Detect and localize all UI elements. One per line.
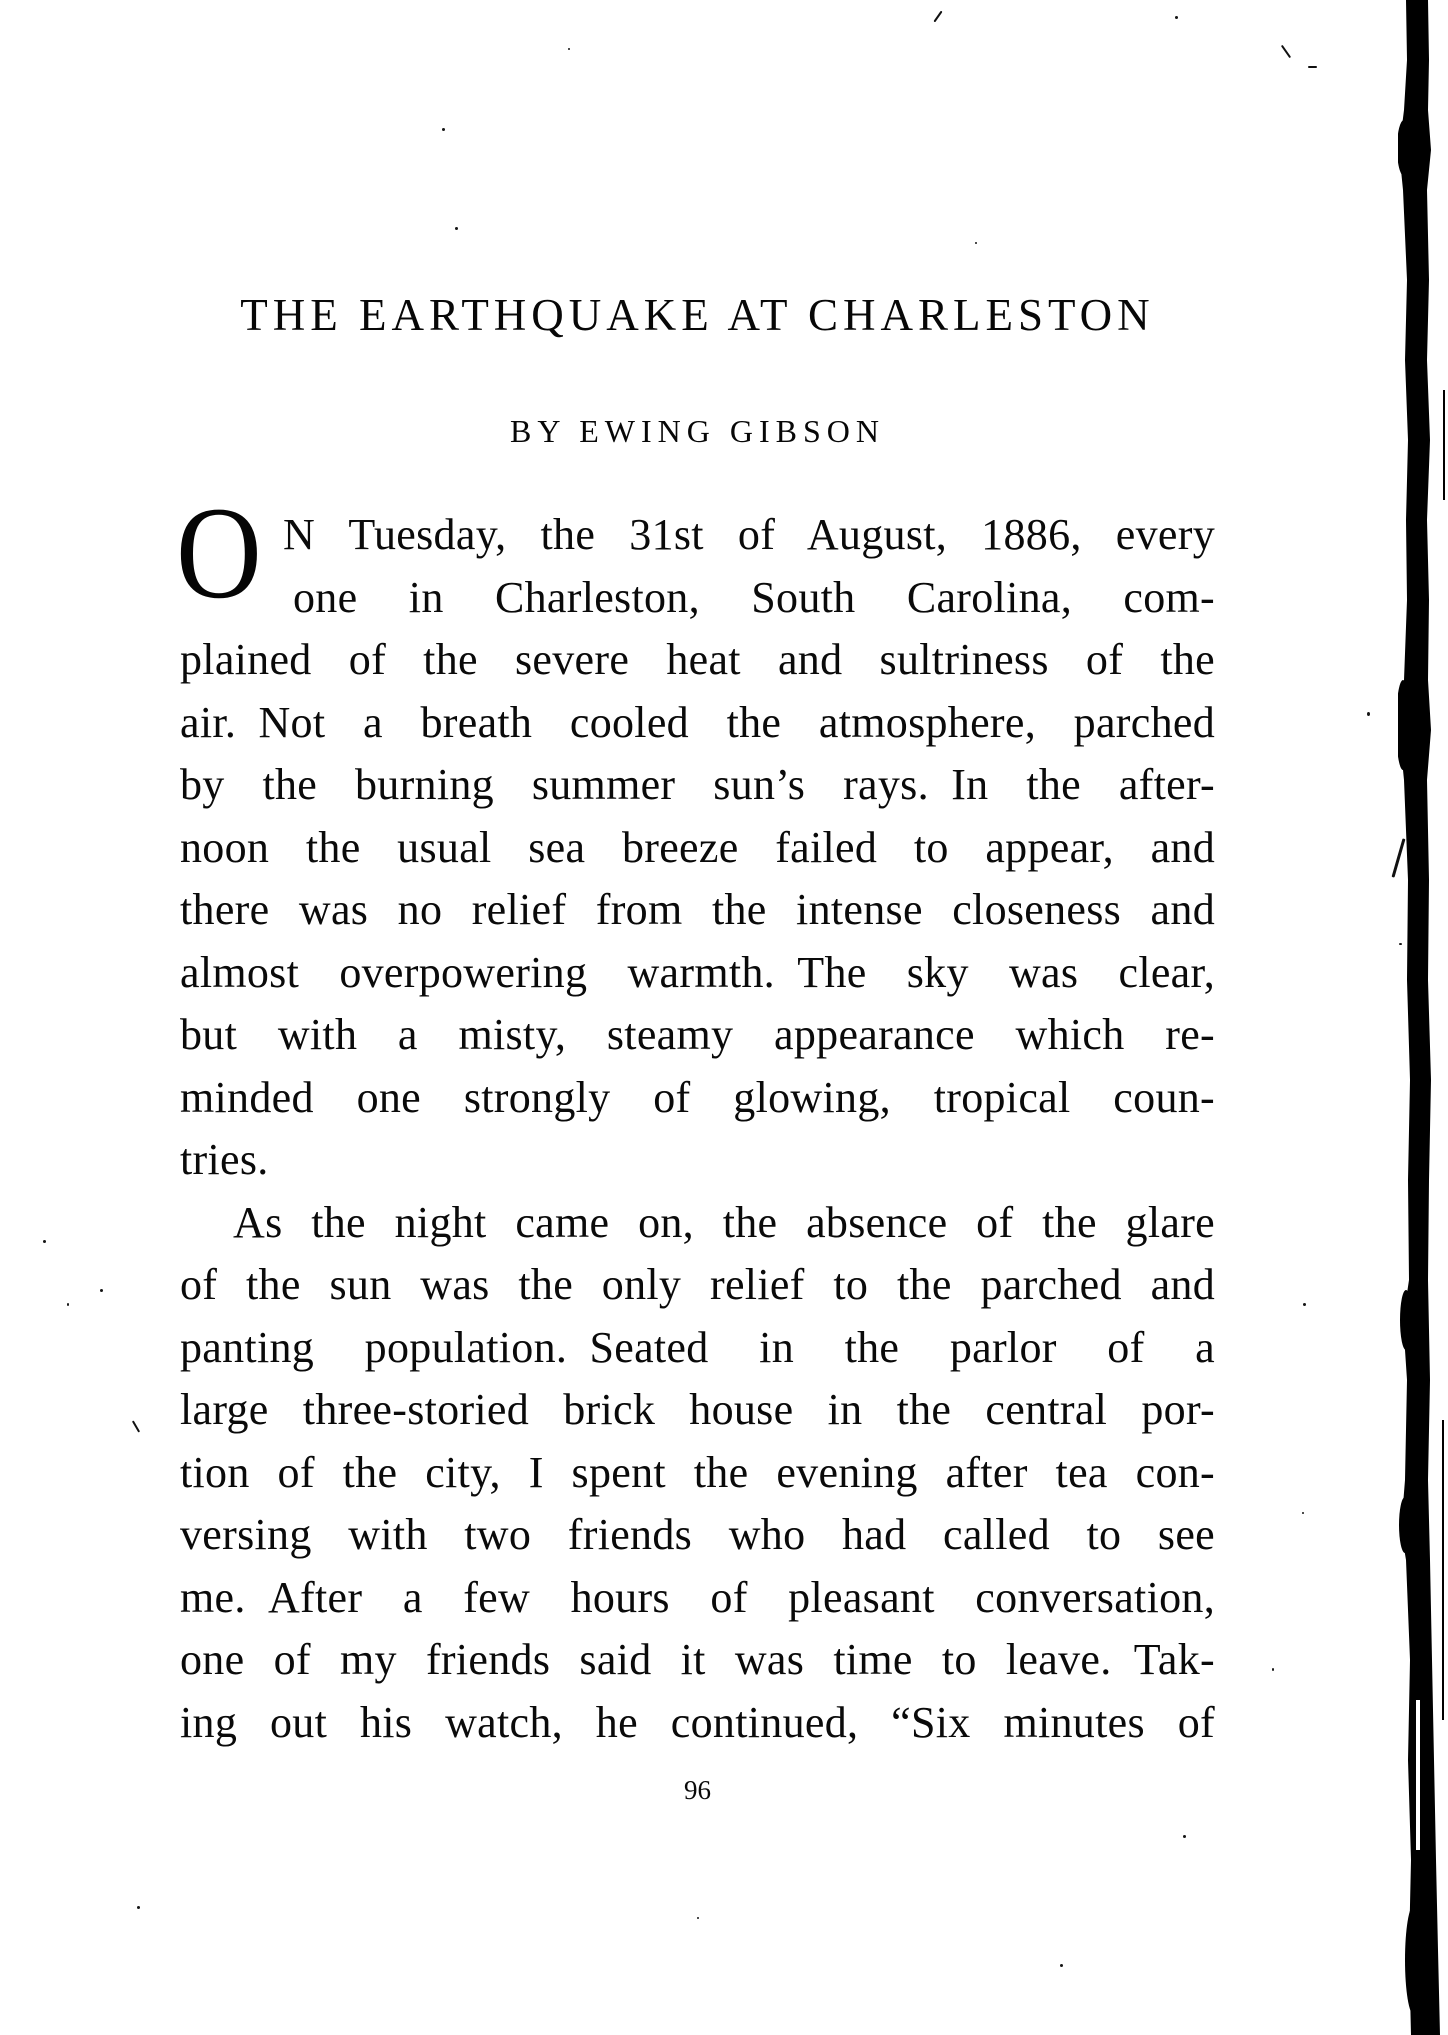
text-line: there was no relief from the intense closeness and bbox=[180, 885, 1215, 934]
text-line: me. After a few hours of pleasant conversation, bbox=[180, 1572, 1215, 1622]
scan-speck bbox=[1272, 1668, 1274, 1671]
scan-speck bbox=[1303, 1303, 1306, 1306]
text-line: N Tuesday, the 31st of August, 1886, every bbox=[283, 510, 1215, 559]
text-line: tries. bbox=[180, 1135, 269, 1184]
scan-speck bbox=[1060, 1964, 1063, 1967]
scan-speck bbox=[933, 11, 942, 23]
text-line: ing out his watch, he continued, “Six minutes of bbox=[180, 1697, 1215, 1747]
text-line: panting population. Seated in the parlor of a bbox=[180, 1322, 1215, 1372]
body-text bbox=[176, 479, 1215, 1754]
text-line: tion of the city, I spent the evening after tea con- bbox=[180, 1447, 1215, 1497]
scan-speck bbox=[568, 48, 570, 50]
scan-speck bbox=[1281, 45, 1291, 58]
scan-speck bbox=[697, 1917, 699, 1919]
scan-speck bbox=[132, 1420, 140, 1432]
byline: BY EWING GIBSON bbox=[509, 413, 885, 449]
scan-speck bbox=[1308, 66, 1317, 68]
scan-speck bbox=[100, 1289, 103, 1292]
text-line: almost overpowering warmth. The sky was clear, bbox=[180, 947, 1215, 997]
scan-speck bbox=[975, 242, 977, 244]
scan-speck bbox=[1183, 1835, 1186, 1838]
paragraph bbox=[180, 504, 1215, 1192]
scan-speck bbox=[1302, 1512, 1304, 1514]
scan-speck bbox=[137, 1906, 140, 1909]
text-line: As the night came on, the absence of the glare bbox=[233, 1197, 1215, 1247]
scan-speck bbox=[1367, 712, 1370, 716]
scan-speck bbox=[43, 1240, 46, 1243]
paragraph bbox=[180, 1192, 1215, 1755]
text-line: large three-storied brick house in the central por- bbox=[180, 1385, 1215, 1434]
scan-speck bbox=[455, 227, 458, 230]
text-line: minded one strongly of glowing, tropical coun- bbox=[180, 1072, 1215, 1122]
text-line: but with a misty, steamy appearance which re- bbox=[180, 1010, 1215, 1059]
text-line: noon the usual sea breeze failed to appear, and bbox=[180, 822, 1215, 872]
text-line: by the burning summer sun’s rays. In the after- bbox=[180, 760, 1215, 809]
page-number: 96 bbox=[684, 1775, 711, 1805]
text-line: versing with two friends who had called to see bbox=[180, 1510, 1215, 1559]
scan-speck bbox=[442, 128, 445, 131]
scan-speck bbox=[1175, 16, 1178, 19]
text-line: air. Not a breath cooled the atmosphere, parched bbox=[180, 697, 1215, 747]
text-line: one of my friends said it was time to leave. Tak- bbox=[180, 1635, 1215, 1684]
text-line: plained of the severe heat and sultriness of the bbox=[180, 635, 1215, 684]
scan-speck bbox=[67, 1303, 69, 1306]
page-title: THE EARTHQUAKE AT CHARLESTON bbox=[240, 290, 1155, 340]
binding-scan-artifact bbox=[1398, 0, 1448, 2035]
drop-cap: O bbox=[176, 479, 262, 626]
text-line: of the sun was the only relief to the parched and bbox=[180, 1260, 1215, 1309]
text-line: one in Charleston, South Carolina, com- bbox=[293, 572, 1215, 622]
